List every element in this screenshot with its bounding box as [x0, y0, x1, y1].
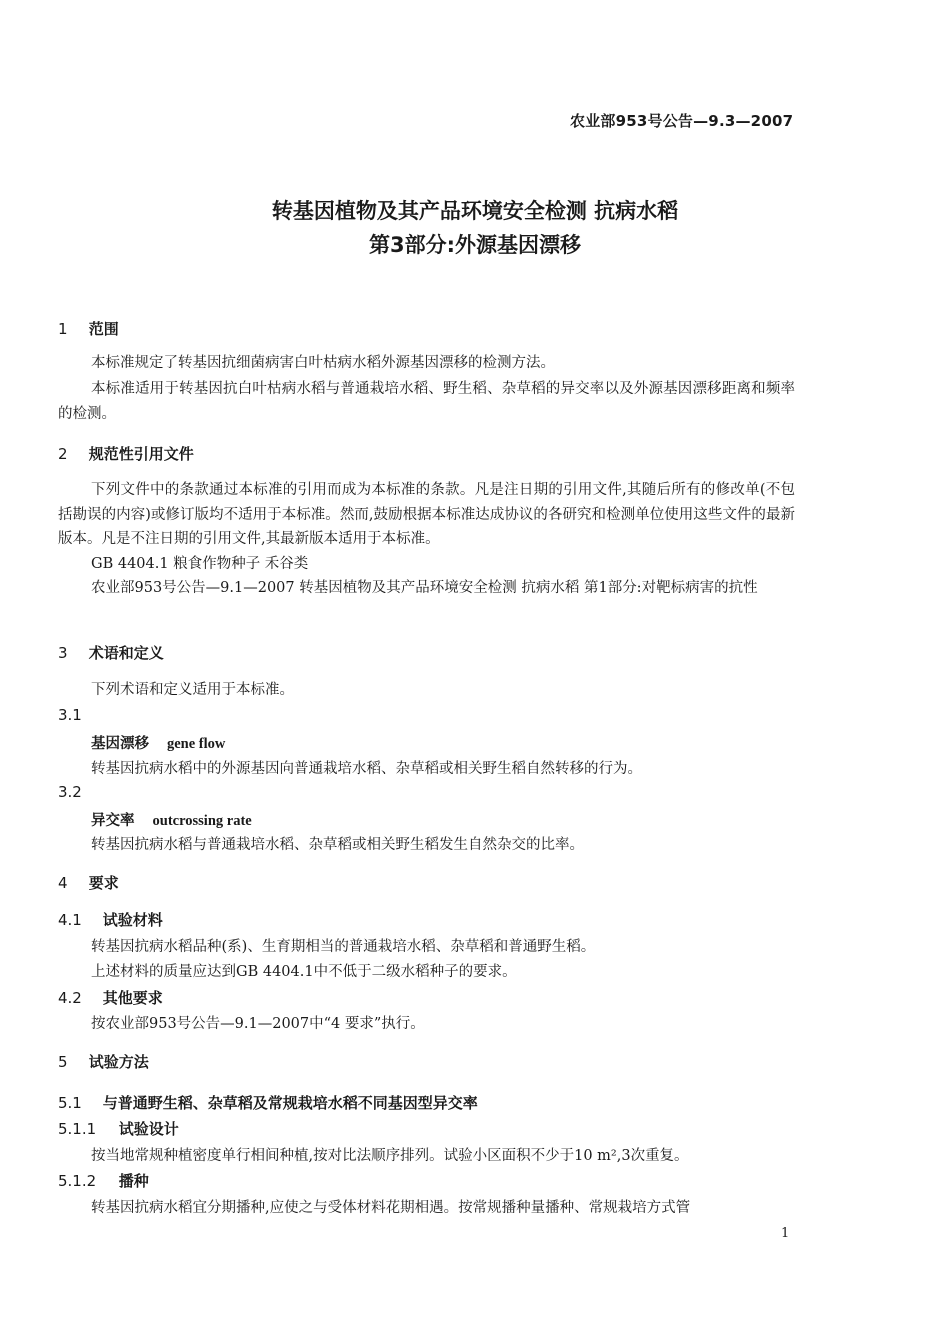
section-number: 4.1	[58, 911, 82, 929]
section-label: 试验材料	[102, 911, 163, 929]
term-3-2-title	[91, 809, 252, 830]
section-number: 5.1.2	[58, 1172, 97, 1190]
section-label: 规范性引用文件	[88, 445, 194, 463]
section-3-paragraph-1: 下列术语和定义适用于本标准。	[91, 682, 294, 698]
section-4-2-paragraph-1: 按农业部953号公告—9.1—2007中“4 要求”执行。	[91, 1016, 425, 1032]
section-1-heading	[58, 318, 119, 339]
section-label: 要求	[88, 874, 119, 892]
section-5-1-2-paragraph-1: 转基因抗病水稻宜分期播种,应使之与受体材料花期相遇。按常规播种量播种、常规栽培方式管	[91, 1200, 691, 1216]
section-label: 试验设计	[118, 1120, 179, 1138]
section-2-heading	[58, 443, 194, 464]
section-number: 3	[58, 644, 68, 662]
section-3-heading	[58, 642, 164, 663]
term-3-2-number: 3.2	[58, 783, 82, 801]
term-3-1-number: 3.1	[58, 706, 82, 724]
section-5-1-1-paragraph-1: 按当地常规种植密度单行相间种植,按对比法顺序排列。试验小区面积不少于10 m²,3次重复。	[91, 1148, 689, 1164]
term-chinese: 基因漂移	[91, 735, 149, 752]
section-4-1-heading	[58, 909, 163, 930]
section-number: 5.1.1	[58, 1120, 97, 1138]
page-number: 1	[781, 1226, 790, 1241]
section-4-2-heading	[58, 987, 163, 1008]
document-title-line2: 第3部分:外源基因漂移	[368, 233, 581, 257]
term-3-1-definition: 转基因抗病水稻中的外源基因向普通栽培水稻、杂草稻或相关野生稻自然转移的行为。	[91, 761, 642, 777]
section-number: 4	[58, 874, 68, 892]
section-4-1-paragraph-2: 上述材料的质量应达到GB 4404.1中不低于二级水稻种子的要求。	[91, 964, 517, 980]
section-label: 播种	[118, 1172, 149, 1190]
term-english: outcrossing rate	[152, 813, 252, 829]
section-label: 术语和定义	[88, 644, 164, 662]
section-4-1-paragraph-1: 转基因抗病水稻品种(系)、生育期相当的普通栽培水稻、杂草稻和普通野生稻。	[91, 939, 596, 955]
section-label: 范围	[88, 320, 119, 338]
section-number: 4.2	[58, 989, 82, 1007]
section-number: 5	[58, 1053, 68, 1071]
document-id-header: 农业部953号公告—9.3—2007	[570, 112, 794, 130]
section-1-paragraph-2: 本标准适用于转基因抗白叶枯病水稻与普通栽培水稻、野生稻、杂草稻的异交率以及外源基因漂移距离和频率的检测。	[58, 381, 795, 422]
section-label: 其他要求	[102, 989, 163, 1007]
section-number: 2	[58, 445, 68, 463]
section-1-paragraph-1: 本标准规定了转基因抗细菌病害白叶枯病水稻外源基因漂移的检测方法。	[91, 355, 555, 371]
term-english: gene flow	[167, 736, 226, 752]
section-5-1-1-heading	[58, 1118, 179, 1139]
section-number: 5.1	[58, 1094, 82, 1112]
document-title-line1: 转基因植物及其产品环境安全检测 抗病水稻	[271, 199, 679, 223]
section-label: 与普通野生稻、杂草稻及常规栽培水稻不同基因型异交率	[102, 1094, 478, 1112]
term-3-1-title	[91, 732, 225, 753]
term-chinese: 异交率	[91, 812, 135, 829]
section-number: 1	[58, 320, 68, 338]
section-5-1-heading	[58, 1092, 478, 1113]
reference-2: 农业部953号公告—9.1—2007 转基因植物及其产品环境安全检测 抗病水稻 第1部分:对靶标病害的抗性	[91, 580, 758, 596]
section-5-heading	[58, 1051, 149, 1072]
section-4-heading	[58, 872, 119, 893]
section-label: 试验方法	[88, 1053, 149, 1071]
section-2-paragraph-1: 下列文件中的条款通过本标准的引用而成为本标准的条款。凡是注日期的引用文件,其随后所有的修改单(不包括勘误的内容)或修订版均不适用于本标准。然而,鼓励根据本标准达成协议的各研究和检测单位使用这些文件的最新版本。凡是不注日期的引用文件,其最新版本适用于本标准。	[58, 482, 795, 547]
section-5-1-2-heading	[58, 1170, 149, 1191]
term-3-2-definition: 转基因抗病水稻与普通栽培水稻、杂草稻或相关野生稻发生自然杂交的比率。	[91, 837, 584, 853]
reference-1: GB 4404.1 粮食作物种子 禾谷类	[91, 556, 309, 572]
